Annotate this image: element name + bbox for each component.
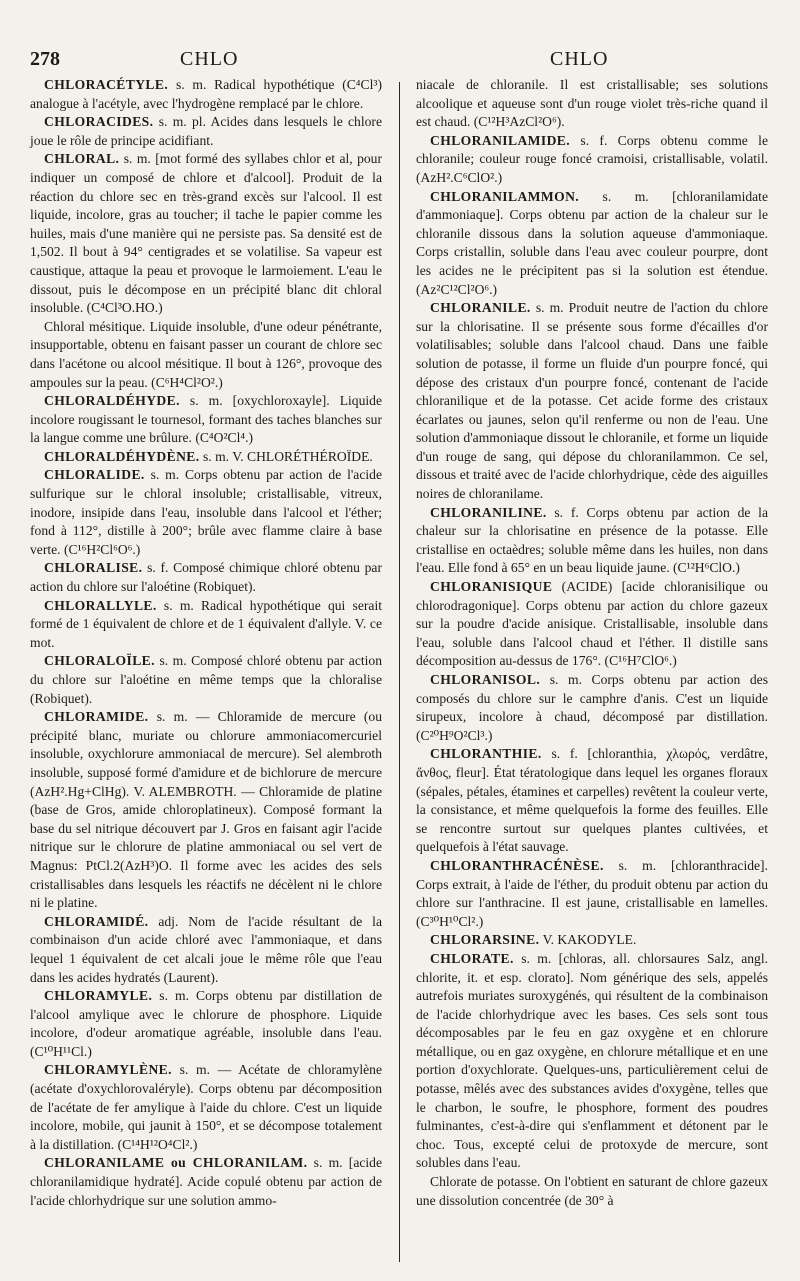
dictionary-entry: [30, 448, 382, 467]
entry-headword: CHLORANILE.: [430, 300, 531, 316]
dictionary-entry: [416, 132, 768, 188]
entry-text: adj. Nom de l'acide résultant de la combinaison d'un acide chloré avec l'ammoniaque, et dans lequel 1 équivalent de cet alcali joue le même rôle que l'eau dans les acides hydratés (Laurent).: [30, 913, 382, 985]
entry-text: s. f. Corps obtenu comme le chloranile; couleur rouge foncé cramoisi, cristallisable, volatil. (AzH².C⁶ClO².): [416, 132, 768, 185]
entry-headword: CHLORAMIDÉ.: [44, 913, 149, 929]
dictionary-entry: [416, 745, 768, 857]
dictionary-entry: [30, 652, 382, 708]
page-number: 278: [30, 48, 60, 70]
entry-headword: CHLORANILAMMON.: [430, 188, 580, 204]
dictionary-entry: [416, 671, 768, 745]
dictionary-entry: [30, 708, 382, 913]
entry-text: s. m. [chloranilamidate d'ammoniaque]. Corps obtenu par action de la chaleur sur le chloranile dissous dans la solution aqueuse d'ammoniaque. Corps cristallin, soluble dans l'eau avec couleur pourpre, dont les acides ne le précipitent pas si la solution est étendue. (Az²C¹²Cl²O⁶.): [416, 188, 768, 297]
entry-headword: CHLORANISIQUE: [430, 579, 553, 595]
dictionary-entry: [30, 559, 382, 596]
entry-text: s. m. Radical hypothétique qui serait formé de 1 équivalent de chlore et de 1 équivalent d'allyle. V. ce mot.: [30, 597, 382, 650]
entry-headword: CHLORANILINE.: [430, 504, 547, 520]
entry-text: s. m. Corps obtenu par action des composés du chlore sur le camphre d'anis. C'est un liquide sirupeux, incolore à chaud, décomposé par distillation. (C²⁰H⁹O²Cl³.): [416, 672, 768, 743]
entry-headword: CHLORALISE.: [44, 560, 143, 576]
entry-headword: CHLORALIDE.: [44, 467, 145, 483]
entry-text: V. KAKODYLE.: [539, 932, 637, 948]
entry-headword: CHLORARSINE.: [430, 932, 540, 948]
dictionary-page: [30, 42, 778, 1272]
entry-text: s. m. pl. Acides dans lesquels le chlore joue le rôle de principe acidifiant.: [30, 114, 382, 148]
entry-text: s. m. — Acétate de chloramylène (acétate d'oxychlorovaléryle). Corps obtenu par décomposition de l'acétate de fer amylique à l'aide du chlore. C'est un liquide incolore, mobile, qui jaunit à 150°, et se décompose totalement à la distillation. (C¹⁴H¹²O⁴Cl².): [30, 1062, 382, 1152]
right-column: [416, 76, 768, 1210]
dictionary-entry: [416, 504, 768, 578]
entry-headword: CHLORANILAME ou CHLORANILAM.: [44, 1155, 308, 1171]
entry-text: s. f. Corps obtenu par action de la chaleur sur la chlorisatine en présence de la potasse. Elle cristallise en octaèdres; soluble même dans les huiles, non dans l'eau. Elle fond à 65° en un beau liquide jaune. (C¹²H⁶ClO.): [416, 504, 768, 576]
dictionary-entry: [30, 1154, 382, 1210]
entry-headword: CHLORANTHRACÉNÈSE.: [430, 857, 604, 873]
entry-text: s. m. Composé chloré obtenu par action du chlore sur l'aloétine en même temps que la chloralise (Robiquet).: [30, 653, 382, 706]
entry-text: s. m. Produit neutre de l'action du chlore sur la chlorisatine. Il se présente sous forme d'écailles d'or volatilisables; soluble dans l'alcool chaud. Dans une faible solution de potasse, il forme un fluide d'un pourpre foncé, qui dépose des cristaux d'un pourpre foncé, contenant de l'acide chloranilique et de la potasse. Cet acide forme des cristaux écarlates ou jaunes, selon qu'il renferme ou non de l'eau. Une solution d'ammoniaque dissout le chloranile, et forme un liquide d'un rouge de sang, qui dépose du chloranilammon. Ce sel, dissous et traité avec de l'acide chlorhydrique, cède des aiguilles noires de chloranilame.: [416, 300, 768, 502]
entry-headword: CHLORALDÉHYDÈNE.: [44, 448, 200, 464]
entry-text: niacale de chloranile. Il est cristallisable; ses solutions alcoolique et aqueuse sont d'un rouge violet très-riche quand il est chaud. (C¹²H³AzCl²O⁶).: [416, 77, 768, 130]
entry-headword: CHLORAMYLÈNE.: [44, 1062, 172, 1078]
dictionary-entry: [416, 950, 768, 1173]
entry-headword: CHLORATE.: [430, 950, 514, 966]
entry-text: s. m. [acide chloranilamidique hydraté]. Acide copulé obtenu par action de l'acide chlorhydrique sur une solution ammo-: [30, 1155, 382, 1208]
entry-headword: CHLORACIDES.: [44, 114, 154, 130]
dictionary-entry: [416, 299, 768, 504]
entry-headword: CHLORANISOL.: [430, 672, 541, 687]
dictionary-entry: [416, 188, 768, 300]
entry-headword: CHLORANTHIE.: [430, 746, 542, 762]
entry-text: s. m. [chloras, all. chlorsaures Salz, angl. chlorite, it. et esp. clorato]. Nom générique des sels, appelés autrefois muriates suroxygénés, qui résultent de la combinaison de l'acide chlorhydrique avec les bases. Ces sels sont tous décomposables par le feu en gaz oxygène et en chlorure métallique, ou en gaz oxygène, en chlorure métallique et en une portion d'oxychlorate. Quelques-uns, particulièrement celui de potasse, mêlés avec des substances avides d'oxygène, telles que le charbon, le soufre, le phosphore, forment des poudres fulminantes, c'est-à-dire qui s'enflamment et détonent par le choc. Tous, excepté celui de protoxyde de mercure, sont solubles dans l'eau.: [416, 950, 768, 1171]
entry-headword: CHLORALOÏLE.: [44, 653, 155, 669]
entry-text: s. m. Corps obtenu par action de l'acide sulfurique sur le chloral insoluble; cristallisable, vitreux, inodore, insipide dans l'eau, insoluble dans l'alcool et l'éther; fond à 112°, distille à 200°; brûle avec flamme claire à base verte. (C¹⁶H²Cl⁶O⁶.): [30, 467, 382, 557]
dictionary-entry: [30, 987, 382, 1061]
dictionary-entry: [30, 913, 382, 987]
entry-headword: CHLORAMYLE.: [44, 988, 153, 1004]
entry-headword: CHLORACÉTYLE.: [44, 77, 169, 92]
entry-headword: CHLORAL.: [44, 151, 120, 167]
left-column: [30, 76, 382, 1210]
running-head-left: CHLO: [180, 48, 239, 70]
entry-text: s. m. [chloranthracide]. Corps extrait, à l'aide de l'éther, du produit obtenu par action du chlore sur l'anthracine. Il est jaune, cristallisable en lamelles. (C³⁰H¹⁰Cl².): [416, 857, 768, 929]
dictionary-entry: [30, 392, 382, 448]
entry-text: s. f. Composé chimique chloré obtenu par action du chlore sur l'aloétine (Robiquet).: [30, 560, 382, 595]
entry-text: Chlorate de potasse. On l'obtient en saturant de chlore gazeux une dissolution concentrée (de 30° à: [416, 1174, 768, 1208]
column-divider: [399, 82, 400, 1262]
dictionary-entry: [416, 578, 768, 671]
entry-text: s. m. [oxychloroxayle]. Liquide incolore rougissant le tournesol, formant des taches blanches sur la langue comme une brûlure. (C⁴O²Cl⁴.): [30, 393, 382, 446]
entry-continuation: [416, 76, 768, 132]
entry-text: s. m. — Chloramide de mercure (ou précipité blanc, muriate ou chlorure ammoniacomercuriel insoluble, oxychlorure ammoniacal de mercure). Sel alembroth insoluble, supposé formé d'amidure et de bichlorure de mercure (AzH².Hg+ClHg). V. ALEMBROTH. — Chloramide de platine (base de Gros, amide chloroplatineux). Composé formant la base du sel nitrique découvert par J. Gros en faisant agir l'acide nitrique sur le chlorure de platine ammoniacal ou sel vert de Magnus: PtCl.2(AzH³)O. Il forme avec les acides des sels cristallisables dans lesquels les réactifs ne décèlent ni le chlore ni le platine.: [30, 709, 382, 911]
entry-headword: CHLORAMIDE.: [44, 709, 149, 725]
dictionary-entry: [30, 113, 382, 150]
entry-text: s. m. Radical hypothétique (C⁴Cl³) analogue à l'acétyle, avec l'hydrogène remplacé par le chlore.: [30, 77, 382, 111]
entry-text: s. m. [mot formé des syllabes chlor et al, pour indiquer un composé de chlore et d'alcool]. Produit de la réaction du chlore sec en très-grand excès sur l'alcool. Il est liquide, incolore, gras au toucher; il tache le papier comme les huiles, mais d'une manière qui ne persiste pas. Sa densité est de 1,502. Il bout à 94° centigrades et se volatilise. Sa vapeur est caustique, attaque la peau et provoque le larmoiement. L'eau le dissout, puis le décompose en un précipité blanc dit chloral insoluble. (C⁴Cl³O.HO.): [30, 151, 382, 316]
dictionary-entry: [416, 857, 768, 931]
dictionary-subentry: [30, 318, 382, 392]
dictionary-entry: [30, 597, 382, 653]
entry-text: Chloral mésitique. Liquide insoluble, d'une odeur pénétrante, insupportable, obtenu en faisant passer un courant de chlore sec dans l'acétone ou alcool mésitique. Il bout à 126°, provoque des ampoules sur la peau. (C⁶H⁴Cl²O².): [30, 318, 382, 390]
entry-headword: CHLORANILAMIDE.: [430, 132, 571, 148]
entry-text: s. m. Corps obtenu par distillation de l'alcool amylique avec le chlorure de phosphore. Liquide incolore, d'odeur aromatique agréable, insoluble dans l'eau. (C¹⁰H¹¹Cl.): [30, 988, 382, 1059]
dictionary-entry: [416, 931, 768, 950]
entry-text: s. m. V. CHLORÉTHÉROÏDE.: [199, 448, 373, 464]
running-head-right: CHLO: [550, 48, 609, 70]
dictionary-entry: [30, 466, 382, 559]
entry-headword: CHLORALDÉHYDE.: [44, 393, 180, 409]
dictionary-subentry: [416, 1173, 768, 1210]
entry-text: s. f. [chloranthia, χλωρός, verdâtre, ἄνθος, fleur]. État tératologique dans lequel les organes floraux (sépales, pétales, étamines et carpelles) revêtent la couleur verte, la consistance, et même quelquefois la forme des feuilles. Elle se rencontre surtout sur quelques plantes cultivées, et quelquefois à l'état sauvage.: [416, 746, 768, 855]
dictionary-entry: [30, 76, 382, 113]
dictionary-entry: [30, 150, 382, 317]
entry-text: (ACIDE) [acide chloranisilique ou chlorodragonique]. Corps obtenu par action du chlore gazeux sur la poudre d'acide anisique. Cristallisable, insoluble dans l'eau, soluble dans l'alcool chaud et l'éther. Il distille sans décomposition au-dessus de 176°. (C¹⁶H⁷ClO⁶.): [416, 579, 768, 669]
entry-headword: CHLORALLYLE.: [44, 597, 157, 613]
dictionary-entry: [30, 1061, 382, 1154]
page-header: [30, 42, 778, 76]
